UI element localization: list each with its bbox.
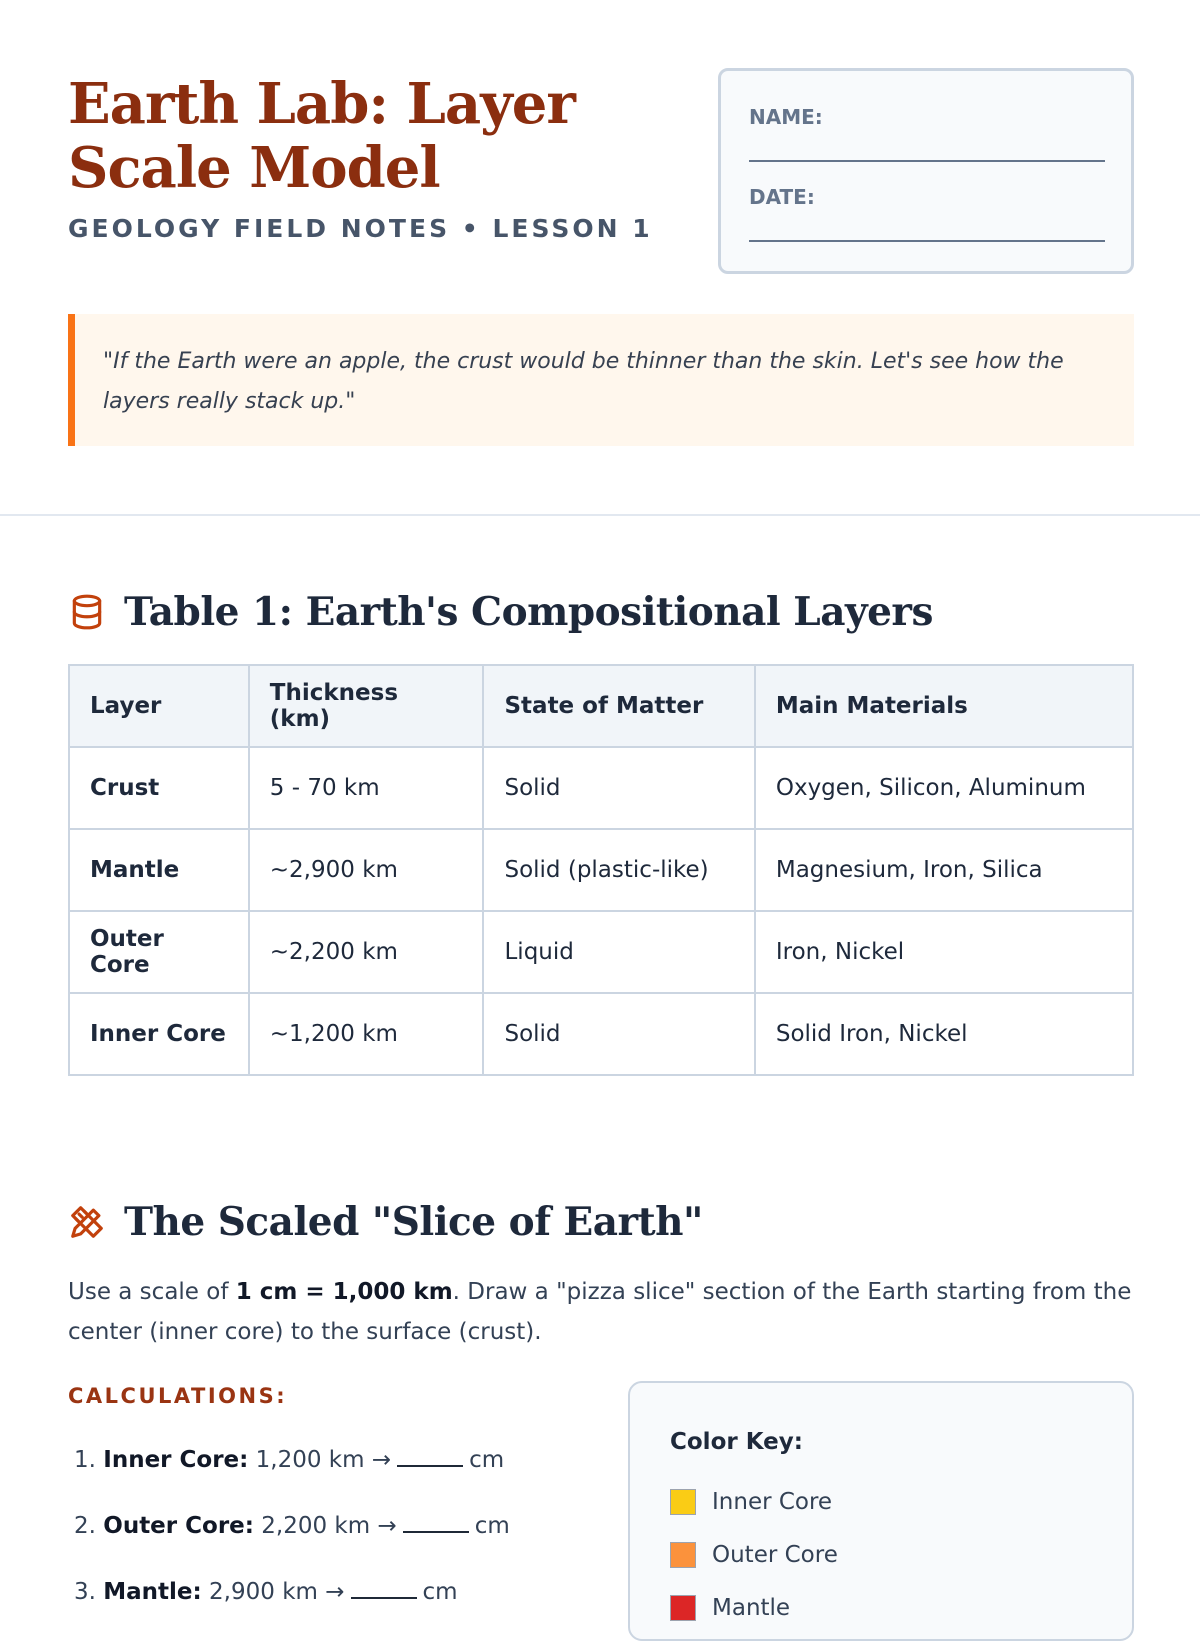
cell-state: Solid <box>483 993 754 1075</box>
color-swatch[interactable] <box>670 1542 696 1568</box>
answer-blank[interactable] <box>403 1511 469 1533</box>
date-line[interactable] <box>749 240 1105 242</box>
color-key-box <box>628 1381 1134 1641</box>
cell-state: Solid <box>483 747 754 829</box>
color-swatch[interactable] <box>670 1489 696 1515</box>
intro-quote <box>68 314 1134 446</box>
cell-state: Liquid <box>483 911 754 993</box>
slice-instructions <box>68 1272 1134 1352</box>
table-row <box>69 747 1133 829</box>
slice-section-heading <box>68 1199 703 1245</box>
item-unit: cm <box>474 1513 510 1539</box>
column-header-layer: Layer <box>69 665 249 747</box>
section-divider <box>0 514 1200 516</box>
cell-thickness: 5 - 70 km <box>249 747 484 829</box>
item-value: 2,900 km → <box>209 1579 345 1605</box>
cell-layer: Inner Core <box>69 993 249 1075</box>
calculations-list <box>74 1440 594 1638</box>
answer-blank[interactable] <box>351 1577 417 1599</box>
column-header-thickness: Thickness (km) <box>249 665 484 747</box>
database-icon <box>68 593 106 631</box>
answer-blank[interactable] <box>397 1445 463 1467</box>
color-key-label: Outer Core <box>712 1541 838 1568</box>
item-unit: cm <box>422 1579 458 1605</box>
item-value: 2,200 km → <box>261 1513 397 1539</box>
color-key-label: Mantle <box>712 1594 791 1621</box>
column-header-materials: Main Materials <box>755 665 1133 747</box>
table-section-title: Table 1: Earth's Compositional Layers <box>124 589 933 635</box>
cell-state: Solid (plastic-like) <box>483 829 754 911</box>
worksheet-header <box>68 68 1134 274</box>
table-header-row <box>69 665 1133 747</box>
page-title: Earth Lab: Layer Scale Model <box>68 71 575 201</box>
table-row <box>69 829 1133 911</box>
name-line[interactable] <box>749 160 1105 162</box>
item-layer: Mantle: <box>103 1579 202 1605</box>
instructions-text: Use a scale of <box>68 1279 236 1305</box>
name-label: NAME: <box>749 105 823 129</box>
cell-layer: Mantle <box>69 829 249 911</box>
color-key-label: Inner Core <box>712 1488 833 1515</box>
cell-thickness: ~1,200 km <box>249 993 484 1075</box>
item-number: 3. <box>74 1579 96 1605</box>
color-swatch[interactable] <box>670 1595 696 1621</box>
color-key-item <box>670 1581 1092 1634</box>
page-subtitle: GEOLOGY FIELD NOTES • LESSON 1 <box>68 214 653 243</box>
scale-value: 1 cm = 1,000 km <box>235 1279 453 1305</box>
item-number: 1. <box>74 1447 96 1473</box>
table-section-heading <box>68 589 933 635</box>
color-key-item <box>670 1528 1092 1581</box>
calculations-label: CALCULATIONS: <box>68 1384 288 1408</box>
item-layer: Outer Core: <box>103 1513 254 1539</box>
calculation-item <box>74 1572 594 1638</box>
calculation-item <box>74 1440 594 1506</box>
calculation-item <box>74 1506 594 1572</box>
item-layer: Inner Core: <box>103 1447 249 1473</box>
item-value: 1,200 km → <box>255 1447 392 1473</box>
table-row <box>69 993 1133 1075</box>
item-unit: cm <box>469 1447 505 1473</box>
date-label: DATE: <box>749 185 815 209</box>
cell-materials: Iron, Nickel <box>755 911 1133 993</box>
item-number: 2. <box>74 1513 96 1539</box>
quote-text: "If the Earth were an apple, the crust would be thinner than the skin. Let's see how the layers really stack up." <box>103 349 1064 414</box>
column-header-state: State of Matter <box>483 665 754 747</box>
color-key-item <box>670 1475 1092 1528</box>
cell-materials: Solid Iron, Nickel <box>755 993 1133 1075</box>
cell-materials: Oxygen, Silicon, Aluminum <box>755 747 1133 829</box>
cell-layer: Outer Core <box>69 911 249 993</box>
cell-thickness: ~2,900 km <box>249 829 484 911</box>
layers-table <box>68 664 1134 1076</box>
cell-layer: Crust <box>69 747 249 829</box>
name-date-box <box>718 68 1134 274</box>
table-row <box>69 911 1133 993</box>
color-key-title: Color Key: <box>670 1429 803 1455</box>
cell-thickness: ~2,200 km <box>249 911 484 993</box>
cell-materials: Magnesium, Iron, Silica <box>755 829 1133 911</box>
ruler-pencil-icon <box>68 1203 106 1241</box>
instructions-text: . Draw a "pizza slice" section of the Earth starting from the center (inner core) to the surface (crust). <box>68 1279 1132 1345</box>
slice-section-title: The Scaled "Slice of Earth" <box>124 1199 703 1245</box>
